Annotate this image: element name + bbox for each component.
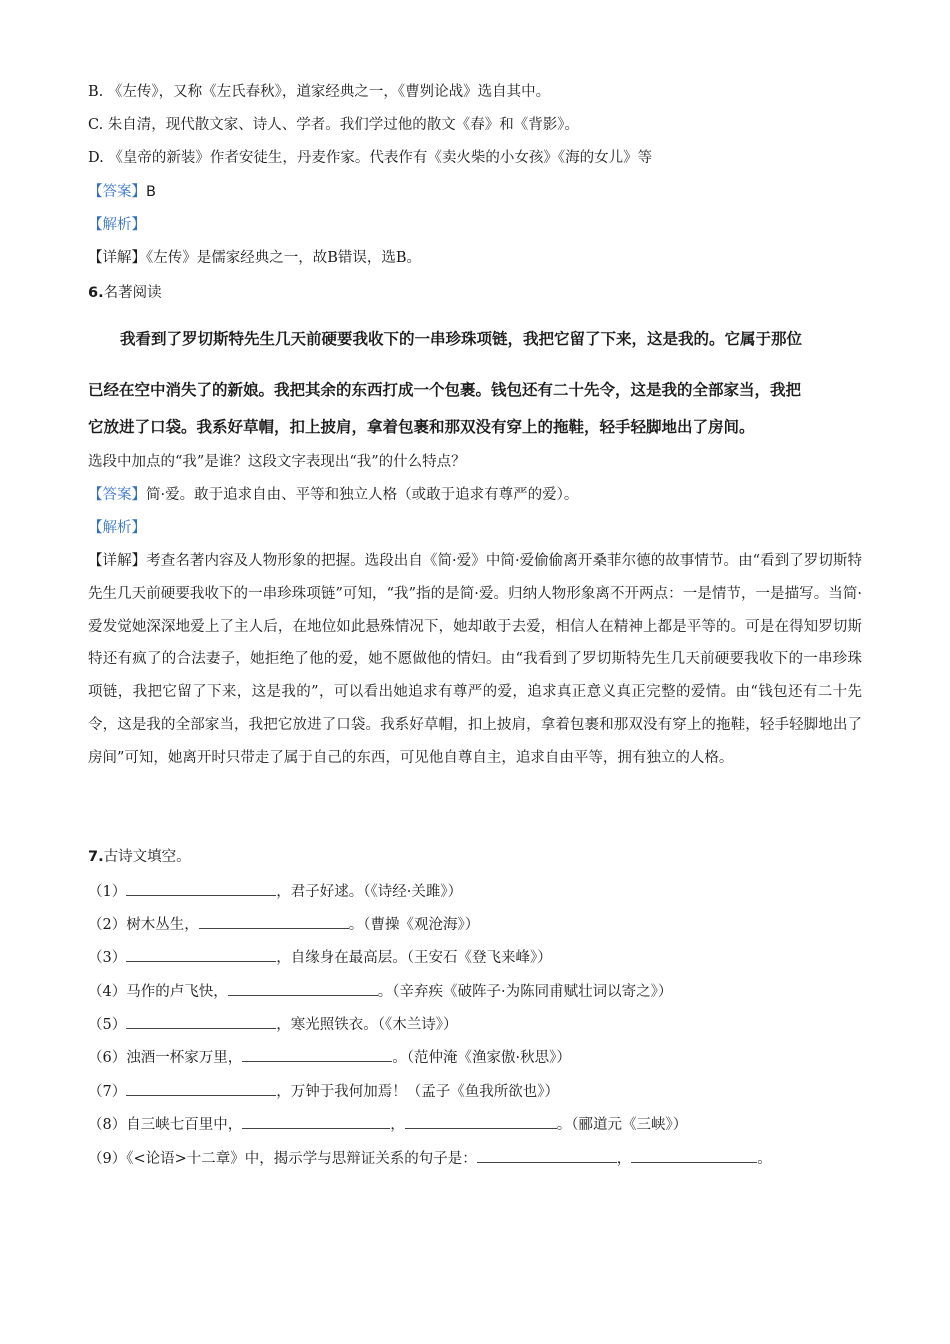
item-separator: ， — [390, 1117, 405, 1133]
q5-detail: 《左传》是儒家经典之一，故B错误，选B。 — [146, 250, 422, 266]
q6-title: 名著阅读 — [103, 285, 162, 301]
item-suffix: ，万钟于我何加焉！（孟子《鱼我所欲也》） — [276, 1084, 559, 1100]
item-suffix: 。（辛弃疾《破阵子·为陈同甫赋壮词以寄之》） — [377, 984, 673, 1000]
q6-detail: 考查名著内容及人物形象的把握。选段出自《简·爱》中简·爱偷偷离开桑菲尔德的故事情节。由“看到了罗切斯特先生几天前硬要我收下的一串珍珠项链”可知，“我”指的是简·爱。归纳人物形象离不开两点：一是情节，一是描写。当简·爱发觉她深深地爱上了主人后，在地位如此悬殊情况下，她却敢于去爱，相信人在精神上都是平等的。可是在得知罗切斯特还有疯了的合法妻子，她拒绝了他的爱，她不愿做他的情妇。由“我看到了罗切斯特先生几天前硬要我收下的一串珍珠项链，我把它留了下来，这是我的”，可以看出她追求有尊严的爱，追求真正意义真正完整的爱情。由“钱包还有二十先令，这是我的全部家当，我把它放进了口袋。我系好草帽，扣上披肩，拿着包裹和那双没有穿上的拖鞋，轻手轻脚地出了房间”可知，她离开时只带走了属于自己的东西，可见他自尊自主，追求自由平等，拥有独立的人格。 — [88, 553, 862, 766]
item-suffix: 。 — [757, 1151, 772, 1167]
answer-blank[interactable] — [228, 981, 378, 996]
q6-answer: 简·爱。敢于追求自由、平等和独立人格（或敢于追求有尊严的爱）。 — [146, 487, 579, 503]
option-b: B. 《左传》，又称《左氏春秋》，道家经典之一，《曹刿论战》选自其中。 — [88, 84, 551, 100]
q7-number: 7. — [88, 849, 104, 865]
answer-blank[interactable] — [126, 881, 276, 896]
item-prefix: （5） — [88, 1017, 127, 1033]
option-d: D. 《皇帝的新装》作者安徒生，丹麦作家。代表作有《卖火柴的小女孩》《海的女儿》等 — [88, 150, 653, 166]
q5-answer-tag: 【答案】 — [88, 184, 146, 200]
passage-line-1: 我看到了罗切斯特先生几天前硬要我收下的一串珍珠项链，我把它留了下来，这是我的。它属于那位 — [120, 330, 803, 348]
q7-item-6 — [88, 1047, 571, 1068]
item-separator: ， — [616, 1151, 632, 1167]
q6-heading — [88, 283, 162, 303]
option-c: C. 朱自清，现代散文家、诗人、学者。我们学过他的散文《春》和《背影》。 — [88, 117, 580, 133]
item-suffix: 。（曹操《观沧海》） — [348, 917, 480, 933]
item-prefix: （8）自三峡七百里中， — [88, 1117, 243, 1133]
item-suffix: 。（范仲淹《渔家傲·秋思》） — [392, 1050, 571, 1066]
q5-answer-row — [88, 182, 156, 202]
item-prefix: （3） — [88, 950, 127, 966]
item-prefix: （4）马作的卢飞快， — [88, 984, 228, 1000]
answer-blank[interactable] — [126, 1014, 276, 1029]
q7-item-3 — [88, 947, 552, 968]
answer-blank[interactable] — [477, 1148, 617, 1163]
q7-title: 古诗文填空。 — [103, 849, 191, 865]
item-suffix: ，寒光照铁衣。（《木兰诗》） — [276, 1017, 458, 1033]
item-prefix: （9）《<论语>十二章》中，揭示学与思辩证关系的句子是： — [88, 1151, 477, 1167]
q6-detail-paragraph — [88, 545, 862, 775]
answer-blank[interactable] — [405, 1114, 557, 1129]
passage-line-3: 它放进了口袋。我系好草帽，扣上披肩，拿着包裹和那双没有穿上的拖鞋，轻手轻脚地出了房间。 — [88, 418, 755, 436]
item-prefix: （7） — [88, 1084, 127, 1100]
q7-item-5 — [88, 1014, 457, 1035]
item-prefix: （1） — [88, 884, 127, 900]
q6-passage — [88, 329, 862, 439]
q7-item-2 — [88, 914, 479, 935]
q7-item-4 — [88, 981, 672, 1002]
q5-analysis-tag: 【解析】 — [88, 217, 146, 233]
answer-blank[interactable] — [631, 1148, 757, 1163]
q7-item-7 — [88, 1081, 559, 1102]
q6-answer-row — [88, 485, 578, 505]
q6-analysis-tag: 【解析】 — [88, 520, 146, 536]
q7-item-8 — [88, 1114, 687, 1135]
item-suffix: ，自缘身在最高层。（王安石《登飞来峰》） — [276, 950, 552, 966]
item-suffix: 。（郦道元《三峡》） — [556, 1117, 688, 1133]
answer-blank[interactable] — [126, 947, 276, 962]
item-suffix: ，君子好逑。（《诗经·关雎》） — [276, 884, 463, 900]
q5-detail-row — [88, 248, 421, 268]
answer-blank[interactable] — [242, 1114, 390, 1129]
answer-blank[interactable] — [199, 914, 349, 929]
answer-blank[interactable] — [242, 1047, 392, 1062]
q6-question: 选段中加点的“我”是谁？这段文字表现出“我”的什么特点？ — [88, 454, 466, 470]
q5-detail-tag: 【详解】 — [88, 250, 146, 266]
q6-number: 6. — [88, 285, 104, 301]
q5-answer: B — [146, 184, 156, 200]
q7-item-1 — [88, 881, 462, 902]
item-prefix: （2）树木丛生， — [88, 917, 199, 933]
q6-answer-tag: 【答案】 — [88, 487, 146, 503]
q6-detail-tag: 【详解】 — [88, 553, 147, 569]
item-prefix: （6）浊酒一杯家万里， — [88, 1050, 243, 1066]
q7-item-9 — [88, 1148, 772, 1169]
passage-line-2: 已经在空中消失了的新娘。我把其余的东西打成一个包裹。钱包还有二十先令，这是我的全部家当，我把 — [88, 381, 802, 399]
answer-blank[interactable] — [126, 1081, 276, 1096]
q7-heading — [88, 847, 191, 867]
